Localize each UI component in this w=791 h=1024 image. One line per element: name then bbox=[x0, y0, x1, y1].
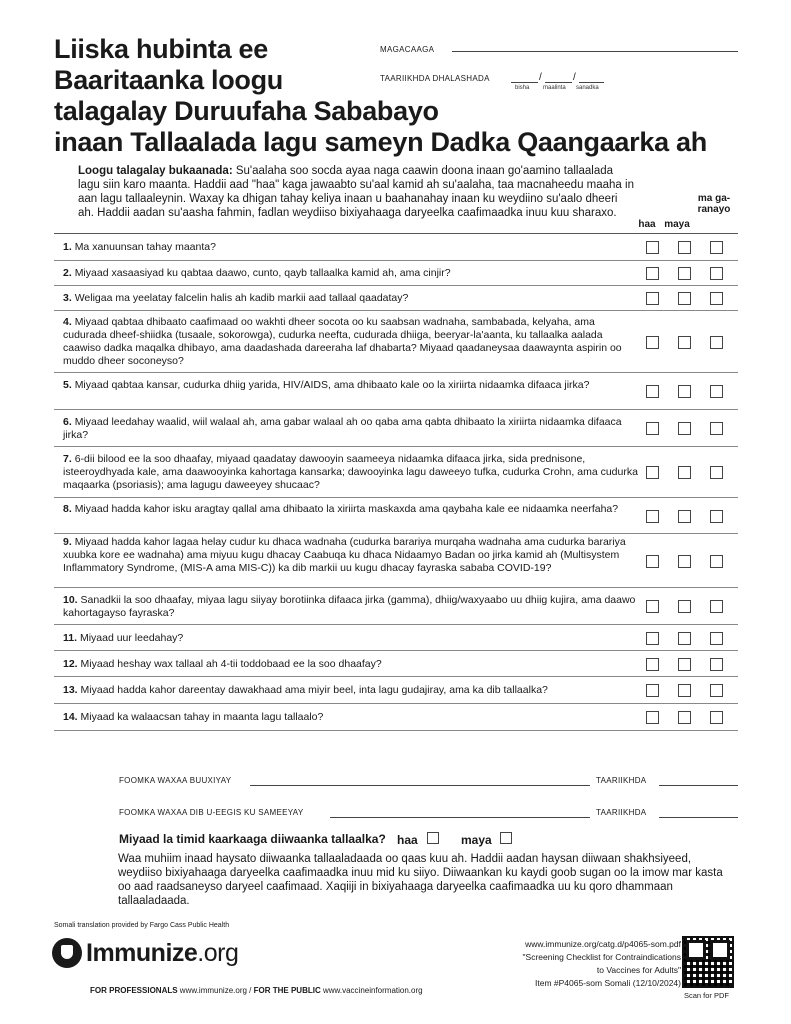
question-body: Miyaad ka walaacsan tahay in maanta lagu tallaalo? bbox=[80, 711, 324, 723]
question-number: 12. bbox=[63, 658, 78, 670]
question-body: Miyaad hadda kahor dareentay dawakhaad ama miyir beel, inta lagu gudajiray, ama ka dib tallaalka? bbox=[80, 684, 548, 696]
answer-no-checkbox[interactable] bbox=[678, 385, 691, 398]
question-row bbox=[54, 704, 738, 731]
question-row bbox=[54, 261, 738, 286]
question-text bbox=[63, 632, 638, 645]
logo-suffix-text: .org bbox=[197, 938, 239, 967]
answer-no-checkbox[interactable] bbox=[678, 510, 691, 523]
footer-links bbox=[90, 986, 423, 995]
answer-no-checkbox[interactable] bbox=[678, 292, 691, 305]
dob-day-sub: bisha bbox=[515, 85, 530, 91]
question-text bbox=[63, 503, 638, 516]
question-text bbox=[63, 416, 638, 442]
answer-yes-checkbox[interactable] bbox=[646, 555, 659, 568]
question-number: 3. bbox=[63, 292, 72, 304]
answer-no-checkbox[interactable] bbox=[678, 267, 691, 280]
question-text bbox=[63, 594, 638, 620]
title-line: Baaritaanka loogu bbox=[54, 65, 283, 95]
col-no: maya bbox=[664, 219, 690, 230]
translation-credit: Somali translation provided by Fargo Cass Public Health bbox=[54, 922, 230, 929]
vaccine-record-paragraph: Waa muhiim inaad haysato diiwaanka tallaaladaada oo qaas kuu ah. Haddii aadan haysan diiwaan shakhsiyeed, weydiiso bixiyahaaga daryeelka caafimaadka inuu mid ku siiyo. Diiwaankan ku kaydi goob sugan oo la imow mar kasta oo aad raadsaneyso daryeel caafimaad. Xaqiiji in bixiyahaaga daryeelka caafimaadka uu ku qoro dhammaan tallaaladaada. bbox=[118, 853, 723, 907]
question-text bbox=[63, 292, 638, 305]
question-row bbox=[54, 447, 738, 498]
doc-title-line: "Screening Checklist for Contraindications bbox=[522, 952, 681, 962]
title-line: Liiska hubinta ee bbox=[54, 34, 268, 64]
question-number: 4. bbox=[63, 316, 72, 328]
question-row bbox=[54, 534, 738, 588]
answer-no-checkbox[interactable] bbox=[678, 711, 691, 724]
question-body: Sanadkii la soo dhaafay, miyaa lagu siiyay borotiinka difaaca jirka (gamma), dhiig/waxyaabo uu dhiig kujira, ama daawo kahortagayso fayraska? bbox=[63, 594, 636, 619]
dob-year-sub: sanadka bbox=[576, 85, 599, 91]
answer-yes-checkbox[interactable] bbox=[646, 711, 659, 724]
answer-yes-checkbox[interactable] bbox=[646, 336, 659, 349]
answer-yes-checkbox[interactable] bbox=[646, 632, 659, 645]
answer-dont-know-checkbox[interactable] bbox=[710, 336, 723, 349]
answer-yes-checkbox[interactable] bbox=[646, 658, 659, 671]
question-number: 14. bbox=[63, 711, 78, 723]
answer-yes-checkbox[interactable] bbox=[646, 292, 659, 305]
question-text bbox=[63, 267, 638, 280]
intro-text bbox=[78, 164, 634, 220]
question-body: Miyaad xasaasiyad ku qabtaa daawo, cunto, qayb tallaalka kamid ah, ama cinjir? bbox=[74, 267, 451, 279]
answer-dont-know-checkbox[interactable] bbox=[710, 658, 723, 671]
question-row bbox=[54, 498, 738, 534]
dob-separator: / bbox=[539, 72, 543, 83]
vaccine-card-question: Miyaad la timid kaarkaaga diiwaanka tallaalka? bbox=[119, 832, 386, 846]
answer-dont-know-checkbox[interactable] bbox=[710, 632, 723, 645]
question-body: Miyaad uur leedahay? bbox=[79, 632, 184, 644]
answer-no-checkbox[interactable] bbox=[678, 336, 691, 349]
title-line: talagalay Duruufaha Sababayo bbox=[54, 96, 439, 126]
question-body: Miyaad hadda kahor isku aragtay qallal ama dhibaato la xiriirta maskaxda ama qaybaha kale ee nidaamka neerfaha? bbox=[74, 503, 619, 515]
question-body: Miyaad heshay wax tallaal ah 4-tii toddobaad ee la soo dhaafay? bbox=[80, 658, 382, 670]
answer-dont-know-checkbox[interactable] bbox=[710, 267, 723, 280]
questions-table bbox=[54, 233, 738, 731]
vaccine-card-yes-label: haa bbox=[397, 833, 418, 847]
date-label: TAARIIKHDA bbox=[596, 808, 647, 817]
answer-yes-checkbox[interactable] bbox=[646, 466, 659, 479]
question-row bbox=[54, 677, 738, 704]
scan-label: Scan for PDF bbox=[684, 991, 730, 1000]
qr-code-icon[interactable] bbox=[682, 936, 734, 988]
name-label: MAGACAAGA bbox=[380, 45, 435, 54]
question-row bbox=[54, 410, 738, 447]
question-text bbox=[63, 711, 638, 724]
answer-dont-know-checkbox[interactable] bbox=[710, 555, 723, 568]
question-body: Weligaa ma yeelatay falcelin halis ah kadib markii aad tallaal qaadatay? bbox=[74, 292, 409, 304]
footer-separator: / bbox=[249, 986, 252, 995]
answer-yes-checkbox[interactable] bbox=[646, 241, 659, 254]
question-number: 13. bbox=[63, 684, 78, 696]
doc-title-line: to Vaccines for Adults" bbox=[596, 965, 681, 975]
question-text bbox=[63, 316, 638, 368]
question-row bbox=[54, 234, 738, 261]
question-body: Miyaad qabtaa dhibaato caafimaad oo wakhti dheer socota oo ku saabsan wadnaha, sambabada, kelyaha, ama cudurada dheef-shiidka (tusaale, sokorowga), cudurka neefta, cudurada dhiiga, beeryar-la'aanta, ku tallaalka aalada caawiso dadka maqalka dhibayo, ama daadashada dareeraha laf dhabarta? Miyaad qaadaneysaa daawaynta aspirin oo muddo dheer soconeyso? bbox=[63, 316, 622, 367]
pdf-url[interactable]: www.immunize.org/catg.d/p4065-som.pdf bbox=[525, 939, 681, 949]
answer-yes-checkbox[interactable] bbox=[646, 684, 659, 697]
reviewed-by-field[interactable] bbox=[330, 806, 590, 818]
question-body: Ma xanuunsan tahay maanta? bbox=[74, 241, 216, 253]
answer-no-checkbox[interactable] bbox=[678, 241, 691, 254]
document-info bbox=[523, 938, 681, 990]
reviewed-by-label: FOOMKA WAXAA DIB U-EEGIS KU SAMEEYAY bbox=[119, 808, 304, 817]
question-text bbox=[63, 453, 638, 492]
answer-no-checkbox[interactable] bbox=[678, 632, 691, 645]
question-row bbox=[54, 588, 738, 625]
answer-dont-know-checkbox[interactable] bbox=[710, 241, 723, 254]
for-public-link[interactable]: www.vaccineinformation.org bbox=[322, 986, 423, 995]
question-number: 2. bbox=[63, 267, 72, 279]
completed-by-field[interactable] bbox=[250, 774, 590, 786]
question-number: 7. bbox=[63, 453, 72, 465]
answer-dont-know-checkbox[interactable] bbox=[710, 711, 723, 724]
dob-label: TAARIIKHDA DHALASHADA bbox=[380, 74, 490, 83]
answer-yes-checkbox[interactable] bbox=[646, 510, 659, 523]
question-number: 11. bbox=[63, 632, 78, 644]
question-number: 10. bbox=[63, 594, 78, 606]
vaccine-card-no-label: maya bbox=[461, 833, 492, 847]
question-row bbox=[54, 311, 738, 373]
question-row bbox=[54, 286, 738, 311]
question-row bbox=[54, 651, 738, 677]
answer-dont-know-checkbox[interactable] bbox=[710, 422, 723, 435]
for-professionals-link[interactable]: www.immunize.org bbox=[179, 986, 247, 995]
question-row bbox=[54, 625, 738, 651]
question-body: Miyaad leedahay waalid, wiil walaal ah, ama gabar walaal ah oo qaba ama qabta dhibaato la xiriirta nidaamka difaaca jirka? bbox=[63, 416, 622, 441]
answer-yes-checkbox[interactable] bbox=[646, 600, 659, 613]
question-number: 9. bbox=[63, 536, 72, 548]
answer-no-checkbox[interactable] bbox=[678, 658, 691, 671]
dob-month-field[interactable] bbox=[545, 73, 572, 83]
answer-dont-know-checkbox[interactable] bbox=[710, 292, 723, 305]
dob-month-sub: maalinta bbox=[543, 85, 566, 91]
col-yes: haa bbox=[638, 219, 656, 230]
answer-yes-checkbox[interactable] bbox=[646, 267, 659, 280]
answer-no-checkbox[interactable] bbox=[678, 555, 691, 568]
date-label: TAARIIKHDA bbox=[596, 776, 647, 785]
vaccine-card-yes-checkbox[interactable] bbox=[427, 832, 439, 844]
answer-no-checkbox[interactable] bbox=[678, 684, 691, 697]
question-text bbox=[63, 536, 638, 575]
answer-no-checkbox[interactable] bbox=[678, 466, 691, 479]
question-number: 5. bbox=[63, 379, 72, 391]
dob-day-field[interactable] bbox=[511, 73, 538, 83]
question-number: 1. bbox=[63, 241, 72, 253]
question-text bbox=[63, 684, 638, 697]
answer-no-checkbox[interactable] bbox=[678, 422, 691, 435]
immunize-logo-icon bbox=[52, 938, 82, 968]
answer-yes-checkbox[interactable] bbox=[646, 385, 659, 398]
answer-dont-know-checkbox[interactable] bbox=[710, 510, 723, 523]
question-text bbox=[63, 241, 638, 254]
intro-lead: Loogu talagalay bukaanada: bbox=[78, 165, 233, 177]
question-row bbox=[54, 373, 738, 410]
vaccine-card-no-checkbox[interactable] bbox=[500, 832, 512, 844]
item-number: Item #P4065-som Somali (12/10/2024) bbox=[535, 978, 681, 988]
question-body: Miyaad qabtaa kansar, cudurka dhiig yarida, HIV/AIDS, ama dhibaato kale oo la xiriirta nidaamka difaaca jirka? bbox=[74, 379, 590, 391]
answer-no-checkbox[interactable] bbox=[678, 600, 691, 613]
name-field[interactable] bbox=[452, 42, 738, 52]
dob-separator: / bbox=[573, 72, 577, 83]
question-text bbox=[63, 379, 638, 392]
for-professionals-label: FOR PROFESSIONALS bbox=[90, 986, 178, 995]
intro-body: Su'aalaha soo socda ayaa naga caawin doona inaan go'aamino tallaalada lagu siin karo maanta. Haddii aad "haa" kaga jawaabto su'aal kamid ah su'aalaha, taa macnaheedu maaha in aan lagu tallaaleynin. Waxay ka dhigan tahay keliya inaan u baahanahay inaan ku weydiino su'aalo dheeri ah. Haddii aadan su'aasha fahmin, fadlan weydiiso bixiyahaaga daryeelka caafimaadka inuu kuu sharaxo. bbox=[78, 165, 634, 219]
col-dont-know: ma ga- ranayo bbox=[697, 193, 731, 215]
completed-date-field[interactable] bbox=[659, 774, 738, 786]
question-body: Miyaad hadda kahor lagaa helay cudur ku dhaca wadnaha (cudurka barariya murqaha wadnaha ama cudurka barariya xuubka kore ee wadnaha) ama miyuu kugu dhacay Caabuqa ku dhaca Nidaamyo Badan oo jirka kamid ah (Multisystem Inflammatory Syndrome, (MIS-A ama MIS-C)) ka dib markii uu kugu dhacay fayraska sababa COVID-19? bbox=[63, 536, 626, 574]
answer-dont-know-checkbox[interactable] bbox=[710, 466, 723, 479]
question-number: 6. bbox=[63, 416, 72, 428]
answer-dont-know-checkbox[interactable] bbox=[710, 600, 723, 613]
dob-year-field[interactable] bbox=[579, 73, 604, 83]
answer-dont-know-checkbox[interactable] bbox=[710, 684, 723, 697]
title-line: inaan Tallaalada lagu sameyn Dadka Qaangaarka ah bbox=[54, 127, 707, 157]
question-body: 6-dii bilood ee la soo dhaafay, miyaad qaadatay dawooyin saameeya nidaamka difaaca jirka, sida prednisone, isteeroydhyada kale, ama daawooyinka kahortaga kansarka; dawooyinka lagu daweeyo tufka, cudurka Crohn, ama cudurka maqaarka (psoriasis); ama lagugu daweeyey shucaac? bbox=[63, 453, 638, 491]
reviewed-date-field[interactable] bbox=[659, 806, 738, 818]
completed-by-label: FOOMKA WAXAA BUUXIYAY bbox=[119, 776, 232, 785]
logo-main-text: Immunize bbox=[86, 938, 198, 967]
for-public-label: FOR THE PUBLIC bbox=[253, 986, 321, 995]
immunize-logo bbox=[52, 938, 238, 968]
answer-yes-checkbox[interactable] bbox=[646, 422, 659, 435]
question-text bbox=[63, 658, 638, 671]
question-number: 8. bbox=[63, 503, 72, 515]
answer-dont-know-checkbox[interactable] bbox=[710, 385, 723, 398]
